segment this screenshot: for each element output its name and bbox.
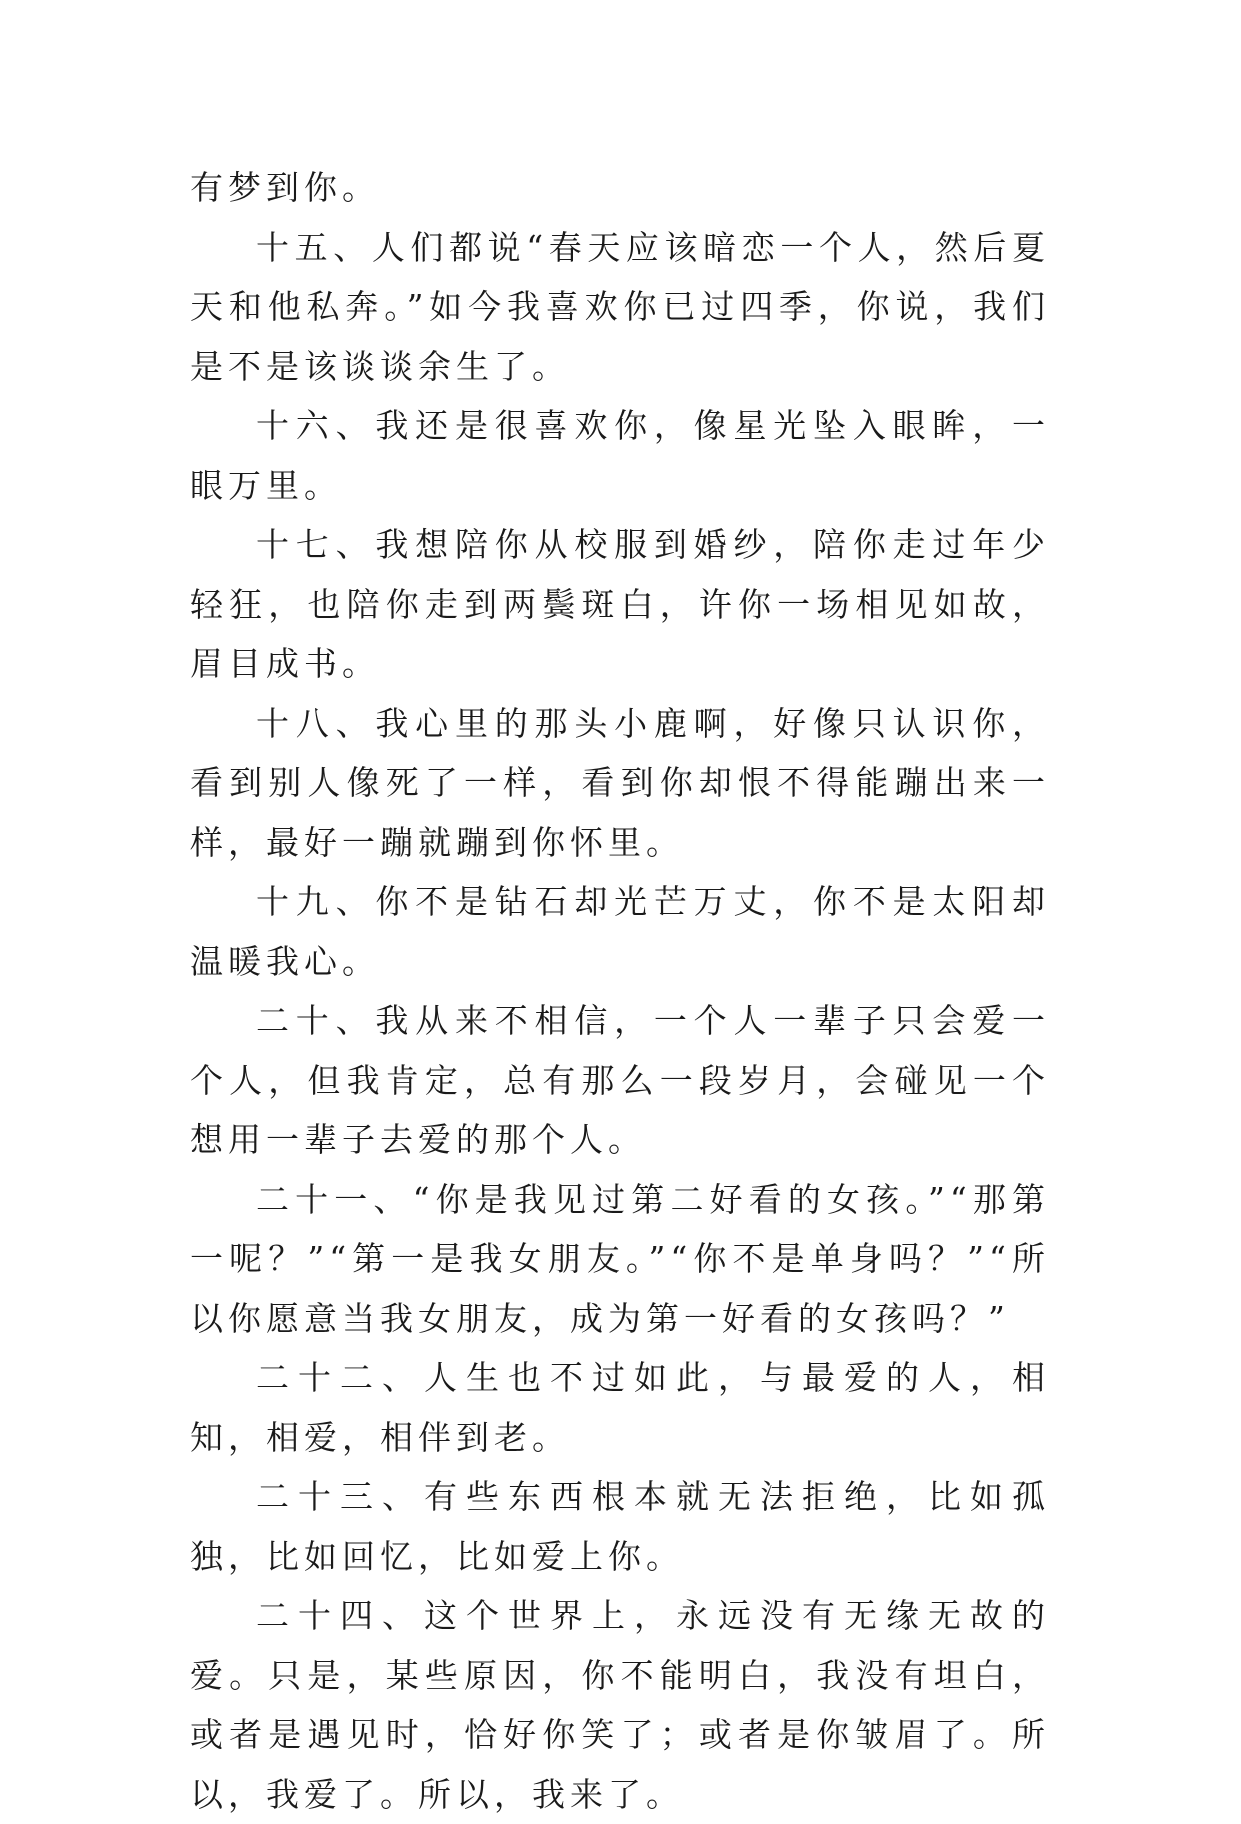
paragraph-24: 二十四、这个世界上，永远没有无缘无故的爱。只是，某些原因，你不能明白，我没有坦白，或者是遇见时，恰好你笑了；或者是你皱眉了。所以，我爱了。所以，我来了。 — [190, 1596, 1050, 1814]
paragraph-19: 十九、你不是钻石却光芒万丈，你不是太阳却温暖我心。 — [190, 882, 1050, 981]
paragraph-22: 二十二、人生也不过如此，与最爱的人，相知，相爱，相伴到老。 — [190, 1358, 1050, 1457]
paragraph-continuation: 有梦到你。 — [190, 168, 380, 207]
paragraph-16: 十六、我还是很喜欢你，像星光坠入眼眸，一眼万里。 — [190, 406, 1050, 505]
paragraph-17: 十七、我想陪你从校服到婚纱，陪你走过年少轻狂，也陪你走到两鬓斑白，许你一场相见如故，眉目成书。 — [190, 525, 1050, 683]
paragraph-18: 十八、我心里的那头小鹿啊，好像只认识你，看到别人像死了一样，看到你却恨不得能蹦出来一样，最好一蹦就蹦到你怀里。 — [190, 703, 1050, 862]
paragraph-15: 十五、人们都说“春天应该暗恋一个人，然后夏天和他私奔。”如今我喜欢你已过四季，你说，我们是不是该谈谈余生了。 — [190, 227, 1050, 386]
document-body — [190, 158, 1050, 1824]
paragraph-20: 二十、我从来不相信，一个人一辈子只会爱一个人，但我肯定，总有那么一段岁月，会碰见一个想用一辈子去爱的那个人。 — [190, 1001, 1050, 1159]
paragraph-23: 二十三、有些东西根本就无法拒绝，比如孤独，比如回忆，比如爱上你。 — [190, 1477, 1050, 1576]
paragraph-21: 二十一、“你是我见过第二好看的女孩。”“那第一呢？”“第一是我女朋友。”“你不是单身吗？”“所以你愿意当我女朋友，成为第一好看的女孩吗？” — [190, 1179, 1050, 1338]
